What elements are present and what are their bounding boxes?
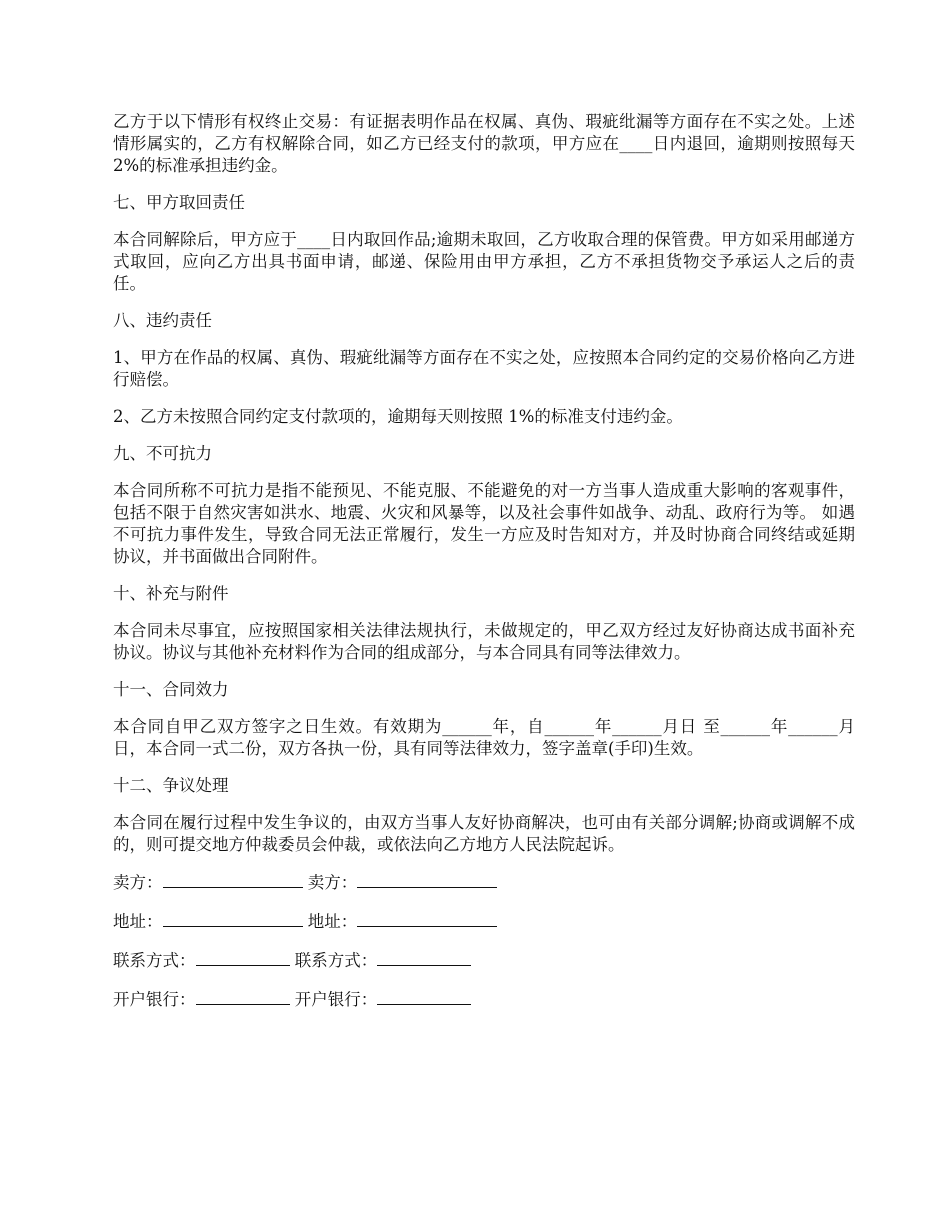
heading-section-11: 十一、合同效力 (113, 680, 229, 699)
address-blank-2 (357, 910, 497, 927)
address-label-1: 地址： (113, 912, 163, 931)
paragraph-section-12: 本合同在履行过程中发生争议的，由双方当事人友好协商解决，也可由有关部分调解;协商或调解不成的，则可提交地方仲裁委员会仲裁，或依法向乙方地方人民法院起诉。 (113, 813, 855, 854)
bank-blank-2 (377, 988, 471, 1005)
contact-label-1: 联系方式： (113, 951, 196, 970)
address-blank-1 (163, 910, 303, 927)
bank-label-1: 开户银行： (113, 990, 196, 1009)
paragraph-section-8-item-2: 2、乙方未按照合同约定支付款项的，逾期每天则按照 1%的标准支付违约金。 (113, 407, 683, 426)
heading-section-10: 十、补充与附件 (113, 584, 229, 603)
signature-row-contact (113, 949, 855, 972)
heading-section-9: 九、不可抗力 (113, 444, 212, 463)
seller-label-1: 卖方： (113, 873, 163, 892)
signature-row-bank (113, 988, 855, 1011)
paragraph-section-10: 本合同未尽事宜，应按照国家相关法律法规执行，未做规定的，甲乙双方经过友好协商达成书面补充协议。协议与其他补充材料作为合同的组成部分，与本合同具有同等法律效力。 (113, 621, 855, 662)
paragraph-section-9: 本合同所称不可抗力是指不能预见、不能克服、不能避免的对一方当事人造成重大影响的客观事件，包括不限于自然灾害如洪水、地震、火灾和风暴等，以及社会事件如战争、动乱、政府行为等。 如遇不可抗力事件发生，导致合同无法正常履行，发生一方应及时告知对方，并及时协商合同终结或延期协议，并书面做出合同附件。 (113, 481, 855, 566)
heading-section-7: 七、甲方取回责任 (113, 193, 245, 212)
bank-label-2: 开户银行： (294, 990, 378, 1009)
seller-blank-1 (163, 871, 303, 888)
contact-blank-1 (196, 949, 290, 966)
heading-section-12: 十二、争议处理 (113, 776, 229, 795)
address-label-2: 地址： (307, 912, 358, 931)
paragraph-section-11: 本合同自甲乙双方签字之日生效。有效期为______年，自______年______月日 至______年______月日，本合同一式二份，双方各执一份，具有同等法律效力，签字盖章(手印)生效。 (113, 717, 855, 758)
contact-blank-2 (377, 949, 471, 966)
bank-blank-1 (196, 988, 290, 1005)
signature-row-address (113, 910, 855, 933)
signature-row-seller (113, 871, 855, 894)
contract-document (113, 111, 855, 1027)
paragraph-termination: 乙方于以下情形有权终止交易：有证据表明作品在权属、真伪、瑕疵纰漏等方面存在不实之处。上述情形属实的，乙方有权解除合同，如乙方已经支付的款项，甲方应在____日内退回，逾期则按照每天 2%的标准承担违约金。 (113, 112, 855, 175)
paragraph-section-8-item-1: 1、甲方在作品的权属、真伪、瑕疵纰漏等方面存在不实之处，应按照本合同约定的交易价格向乙方进行赔偿。 (113, 348, 855, 389)
heading-section-8: 八、违约责任 (113, 311, 212, 330)
paragraph-section-7: 本合同解除后，甲方应于____日内取回作品;逾期未取回，乙方收取合理的保管费。甲方如采用邮递方式取回，应向乙方出具书面申请，邮递、保险用由甲方承担，乙方不承担货物交予承运人之后的责任。 (113, 230, 855, 293)
seller-blank-2 (357, 871, 497, 888)
contact-label-2: 联系方式： (294, 951, 378, 970)
seller-label-2: 卖方： (307, 873, 358, 892)
